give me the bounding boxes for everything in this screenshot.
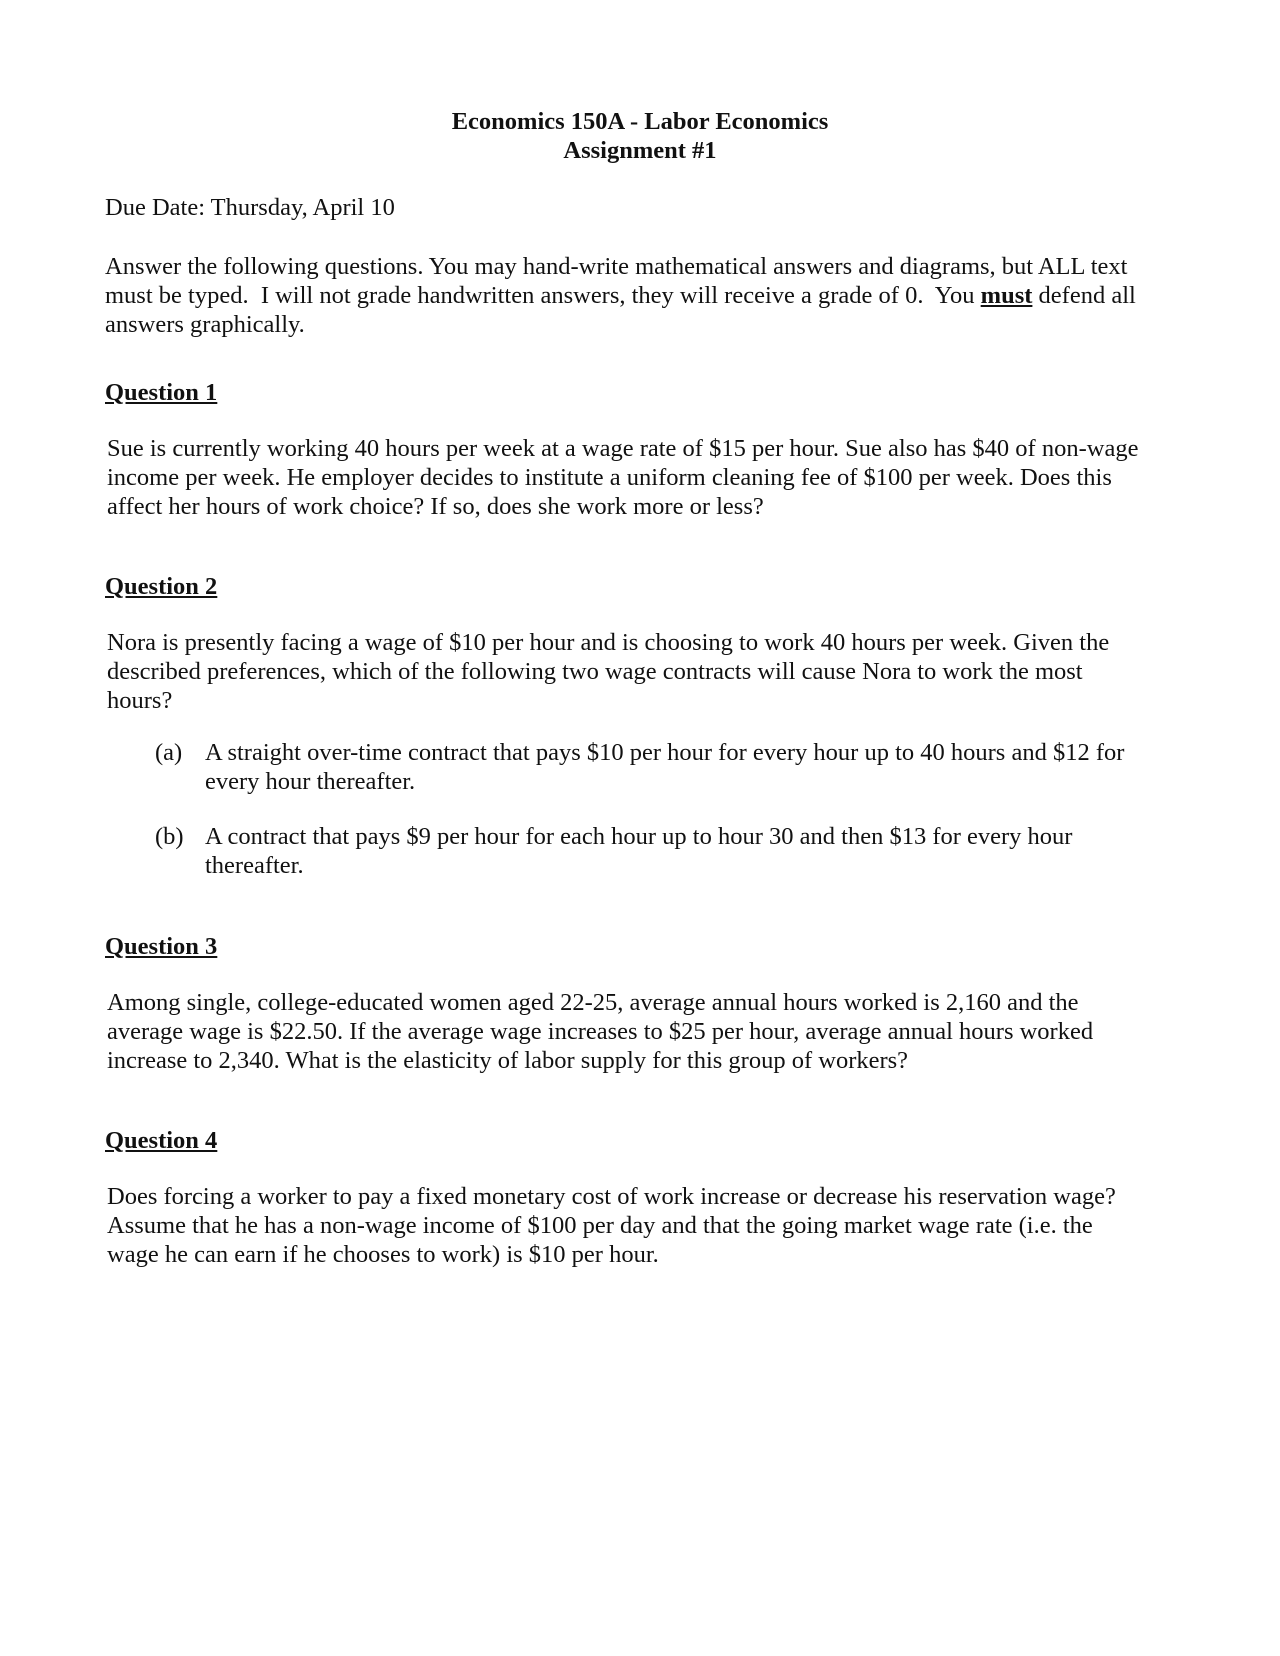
instructions-text: defend all <box>1032 282 1136 309</box>
question-1-heading: Question 1 <box>105 379 218 406</box>
instructions-paragraph <box>105 252 1185 339</box>
instructions-text: must be typed. I will not grade handwritten answers, they will receive a grade of 0. You <box>105 282 981 309</box>
question-3-text <box>107 988 1185 1075</box>
option-label: (b) <box>155 823 184 850</box>
course-title: Economics 150A - Labor Economics <box>451 108 829 135</box>
question-line: Nora is presently facing a wage of $10 per hour and is choosing to work 40 hours per week. Given the <box>107 629 1110 656</box>
question-line: Does forcing a worker to pay a fixed monetary cost of work increase or decrease his reservation wage? <box>107 1183 1116 1210</box>
instructions-line <box>105 281 1185 310</box>
question-4-heading: Question 4 <box>105 1127 218 1154</box>
option-line: A straight over-time contract that pays $10 per hour for every hour up to 40 hours and $12 for <box>205 739 1125 766</box>
instructions-line: answers graphically. <box>105 311 305 338</box>
instructions-line: Answer the following questions. You may hand-write mathematical answers and diagrams, but ALL text <box>105 253 1128 280</box>
option-label: (a) <box>155 739 183 766</box>
question-line: hours? <box>107 687 173 714</box>
option-line: every hour thereafter. <box>205 768 416 795</box>
question-2-heading: Question 2 <box>105 573 218 600</box>
question-2-option-a <box>155 738 1185 796</box>
question-2-text <box>107 628 1185 715</box>
question-line: wage he can earn if he chooses to work) is $10 per hour. <box>107 1241 659 1268</box>
instructions-emphasis: must <box>980 282 1033 309</box>
question-line: increase to 2,340. What is the elasticity of labor supply for this group of workers? <box>107 1047 909 1074</box>
question-3-heading: Question 3 <box>105 933 218 960</box>
assignment-title: Assignment #1 <box>563 137 717 164</box>
question-line: described preferences, which of the following two wage contracts will cause Nora to work the most <box>107 658 1083 685</box>
option-line: A contract that pays $9 per hour for each hour up to hour 30 and then $13 for every hour <box>205 823 1073 850</box>
option-line: thereafter. <box>205 852 304 879</box>
question-line: Among single, college-educated women aged 22-25, average annual hours worked is 2,160 and the <box>107 989 1079 1016</box>
question-2-option-b <box>155 822 1185 880</box>
question-4-text <box>107 1182 1185 1269</box>
option-text <box>205 822 1185 880</box>
question-line: income per week. He employer decides to institute a uniform cleaning fee of $100 per week. Does this <box>107 464 1112 491</box>
question-line: Sue is currently working 40 hours per week at a wage rate of $15 per hour. Sue also has $40 of non-wage <box>107 435 1139 462</box>
option-text <box>205 738 1185 796</box>
question-line: Assume that he has a non-wage income of $100 per day and that the going market wage rate (i.e. the <box>107 1212 1093 1239</box>
question-1-text <box>107 434 1185 521</box>
due-date: Due Date: Thursday, April 10 <box>105 194 395 221</box>
question-line: affect her hours of work choice? If so, does she work more or less? <box>107 493 764 520</box>
document-title <box>0 107 1280 165</box>
question-line: average wage is $22.50. If the average wage increases to $25 per hour, average annual hours worked <box>107 1018 1094 1045</box>
